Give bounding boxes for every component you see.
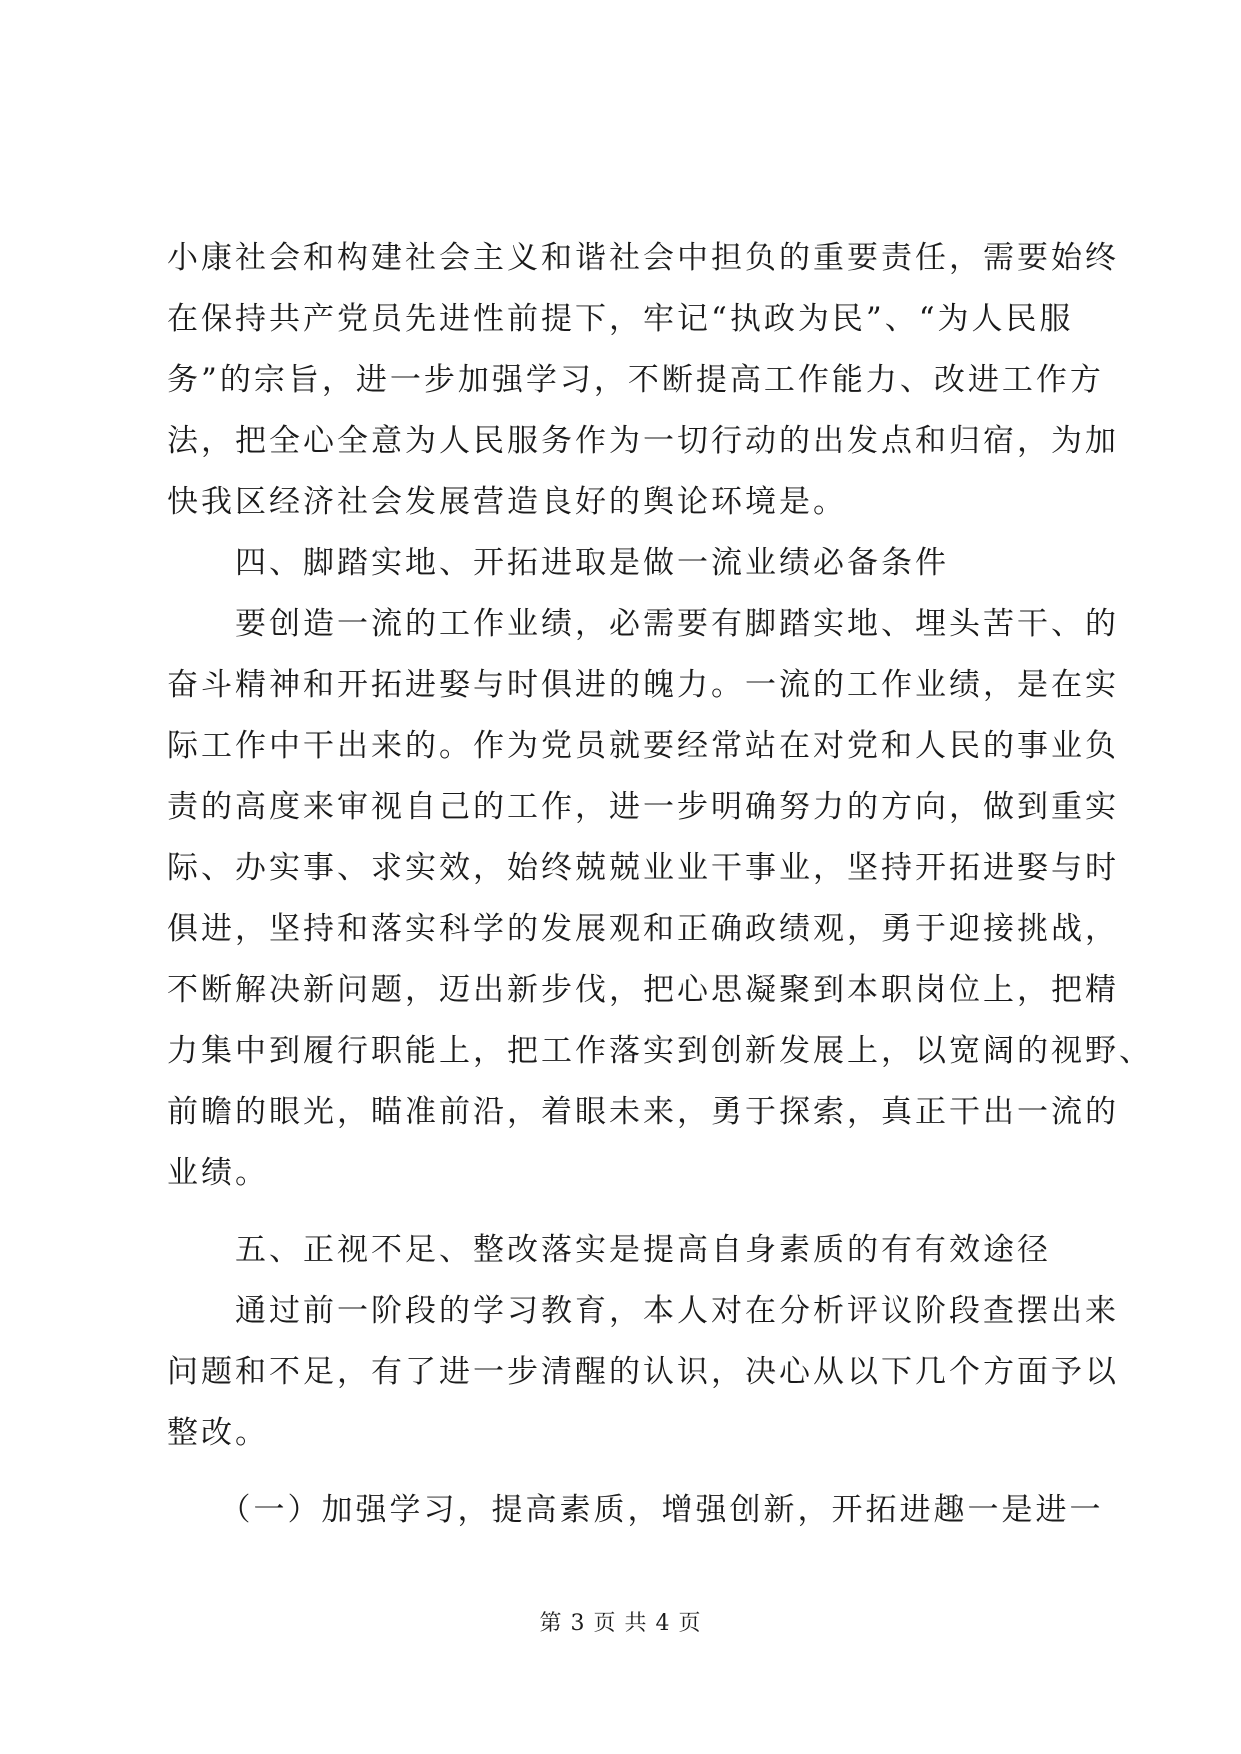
paragraph-gap	[167, 1204, 1107, 1220]
text-line: （一）加强学习，提高素质，增强创新，开拓进趣一是进一	[167, 1492, 1104, 1528]
text-line: 业绩。	[167, 1155, 269, 1191]
text-line: 在保持共产党员先进性前提下，牢记“执政为民”、“为人民服	[167, 301, 1074, 337]
text-line: 际、办实事、求实效，始终兢兢业业干事业，坚持开拓进娶与时	[167, 850, 1119, 886]
text-line: 务”的宗旨，进一步加强学习，不断提高工作能力、改进工作方	[167, 362, 1104, 398]
text-line: 小康社会和构建社会主义和谐社会中担负的重要责任，需要始终	[167, 240, 1119, 276]
text-line: 奋斗精神和开拓进娶与时俱进的魄力。一流的工作业绩，是在实	[167, 667, 1119, 703]
text-line: 责的高度来审视自己的工作，进一步明确努力的方向，做到重实	[167, 789, 1119, 825]
text-line: 不断解决新问题，迈出新步伐，把心思凝聚到本职岗位上，把精	[167, 972, 1119, 1008]
page-footer: 第 3 页 共 4 页	[539, 1611, 702, 1636]
text-line: 际工作中干出来的。作为党员就要经常站在对党和人民的事业负	[167, 728, 1119, 764]
paragraph-gap	[167, 1464, 1107, 1480]
section-heading: 五、正视不足、整改落实是提高自身素质的有有效途径	[167, 1232, 1051, 1268]
text-line: 法，把全心全意为人民服务作为一切行动的出发点和归宿，为加	[167, 423, 1119, 459]
body-text	[167, 228, 1153, 1541]
text-line: 俱进，坚持和落实科学的发展观和正确政绩观，勇于迎接挑战，	[167, 911, 1119, 947]
section-heading: 四、脚踏实地、开拓进取是做一流业绩必备条件	[167, 545, 949, 581]
text-line: 力集中到履行职能上，把工作落实到创新发展上，以宽阔的视野、	[167, 1033, 1153, 1069]
text-line: 通过前一阶段的学习教育，本人对在分析评议阶段查摆出来	[167, 1293, 1119, 1329]
text-line: 快我区经济社会发展营造良好的舆论环境是。	[167, 484, 847, 520]
text-line: 前瞻的眼光，瞄准前沿，着眼未来，勇于探索，真正干出一流的	[167, 1094, 1119, 1130]
text-line: 整改。	[167, 1415, 269, 1451]
text-line: 问题和不足，有了进一步清醒的认识，决心从以下几个方面予以	[167, 1354, 1119, 1390]
text-line: 要创造一流的工作业绩，必需要有脚踏实地、埋头苦干、的	[167, 606, 1119, 642]
